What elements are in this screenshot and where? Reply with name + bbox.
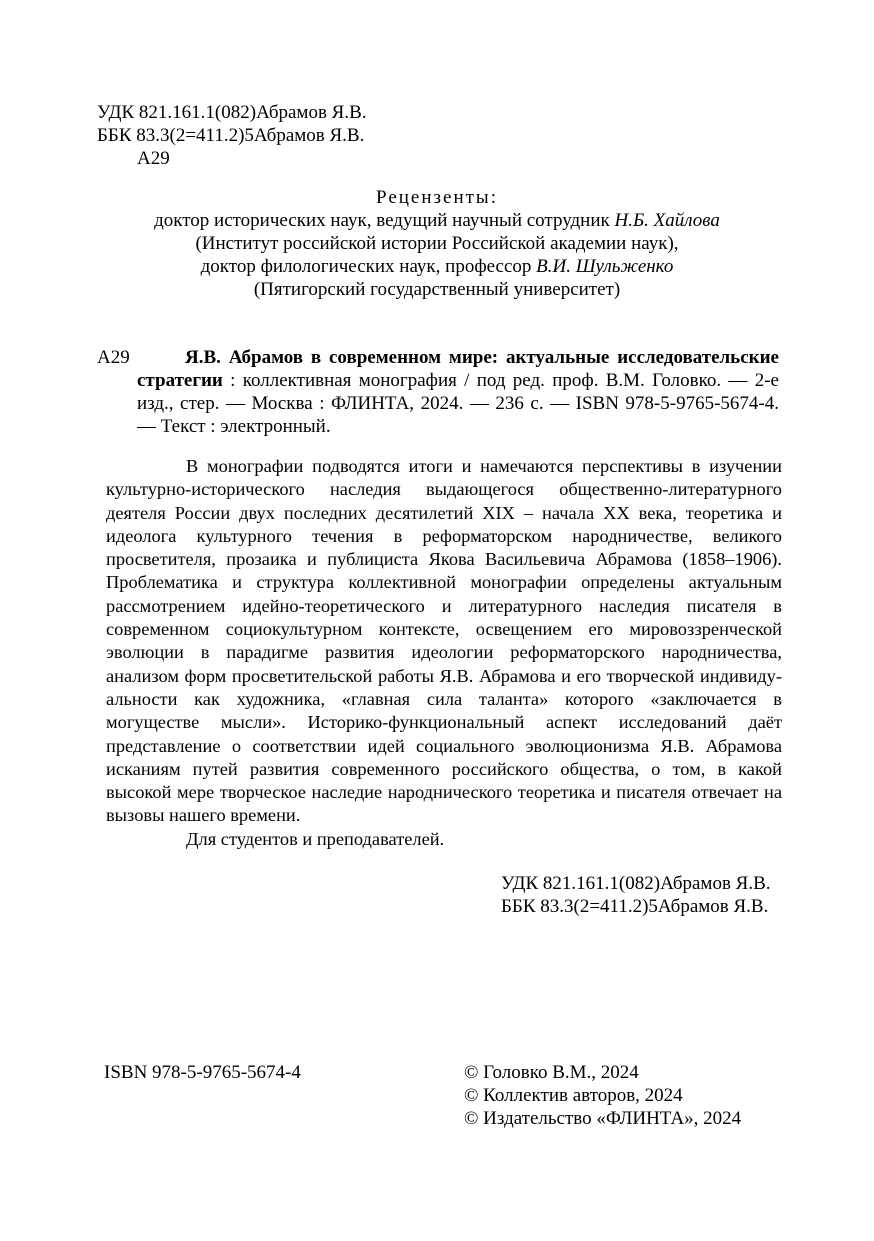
udk-code: УДК 821.161.1(082)Абрамов Я.В. bbox=[97, 102, 367, 123]
biblio-description bbox=[137, 346, 779, 438]
isbn: ISBN 978-5-9765-5674-4 bbox=[104, 1062, 301, 1083]
bibliographic-record bbox=[97, 346, 779, 438]
copyright-editor: © Головко В.М., 2024 bbox=[464, 1062, 639, 1083]
reviewers-block bbox=[97, 186, 777, 301]
top-classification-codes bbox=[97, 101, 367, 170]
reviewer-1-affiliation: (Институт российской истории Российской академии наук), bbox=[195, 233, 679, 254]
abstract bbox=[106, 455, 782, 851]
reviewer-1-title: доктор исторических наук, ведущий научный сотрудник bbox=[154, 210, 615, 231]
bbk-code: ББК 83.3(2=411.2)5Абрамов Я.В. bbox=[97, 125, 365, 146]
target-audience: Для студентов и преподавателей. bbox=[186, 828, 445, 849]
reviewer-2 bbox=[97, 255, 777, 278]
copyright-authors: © Коллектив авторов, 2024 bbox=[464, 1085, 683, 1106]
biblio-author-mark: А29 bbox=[97, 347, 130, 368]
reviewer-2-name: В.И. Шульженко bbox=[536, 256, 674, 277]
bottom-udk-code: УДК 821.161.1(082)Абрамов Я.В. bbox=[501, 873, 771, 894]
author-mark: А29 bbox=[137, 148, 170, 169]
reviewer-2-title: доктор филологических наук, профессор bbox=[200, 256, 537, 277]
biblio-details: : коллективная монография / под ред. проф. В.М. Головко. — 2-е изд., стер. — Москва : ФЛИНТА, 2024. — 236 с. — ISBN 978-5-9765-5674-4. — Текст : электронный. bbox=[137, 370, 779, 437]
reviewer-2-affiliation: (Пятигорский государственный университет) bbox=[253, 279, 621, 300]
bottom-bbk-code: ББК 83.3(2=411.2)5Абрамов Я.В. bbox=[501, 896, 769, 917]
abstract-paragraph: В монографии подводятся итоги и намечаются перспективы в изучении культурно-исторического наследия выдающегося общественно-литературного деятеля России двух последних десятилетий XIX – начала XX века, теоретика и идеолога культурного течения в реформаторском народничестве, великого просветителя, прозаика и публициста Якова Васильевича Абрамова (1858–1906). Проблематика и структура коллективной монографии определены актуальным рассмотрением идейно-теоретического и литературного наследия писателя в современном социокультурном контексте, освещением его мировоззренческой эволюции в парадигме развития идеологии реформаторского народничества, анализом форм просветительской работы Я.В. Абрамова и его творческой индивиду-альности как художника, «главная сила таланта» которого «заключается в могуществе мысли». Историко-функциональный аспект исследований даёт представление о соответствии идей социального эволюционизма Я.В. Абрамова исканиям путей развития современного российского общества, о том, в какой высокой мере творческое наследие народнического теоретика и писателя отвечает на вызовы нашего времени. bbox=[106, 456, 782, 826]
reviewers-heading: Рецензенты: bbox=[376, 187, 498, 208]
reviewer-1-name: Н.Б. Хайлова bbox=[614, 210, 720, 231]
reviewer-1 bbox=[97, 209, 777, 232]
copyright-publisher: © Издательство «ФЛИНТА», 2024 bbox=[464, 1108, 742, 1129]
book-title: Я.В. Абрамов в современном мире: актуальные исследовательские стратегии bbox=[137, 347, 779, 391]
bottom-classification-codes bbox=[501, 872, 771, 918]
copyright-block bbox=[464, 1061, 741, 1130]
